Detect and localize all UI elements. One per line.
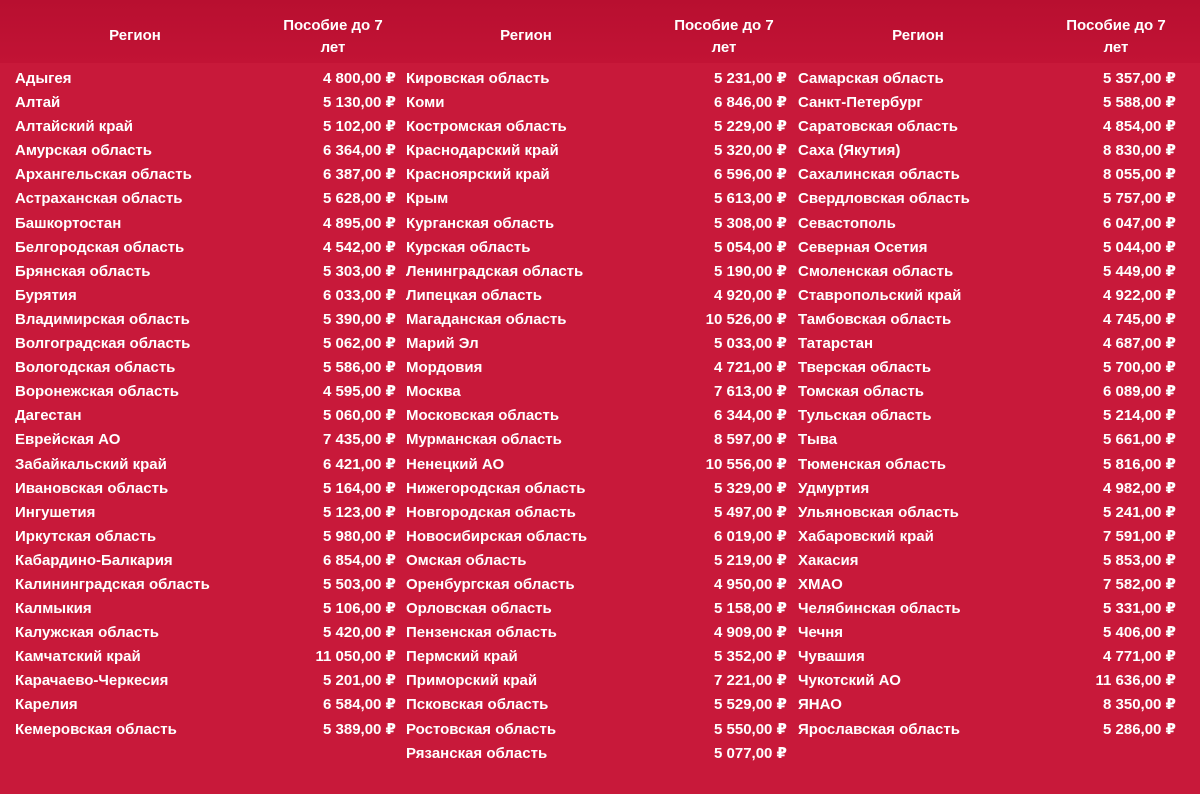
table-row	[783, 404, 1200, 428]
benefit-amount: 5 628,00 ₽	[323, 190, 396, 208]
region-name: Белгородская область	[15, 238, 185, 256]
table-column-2	[391, 0, 787, 762]
benefit-amount: 5 158,00 ₽	[714, 600, 787, 618]
benefit-amount: 5 661,00 ₽	[1103, 431, 1176, 449]
benefit-amount: 5 060,00 ₽	[323, 407, 396, 425]
benefit-amount: 5 219,00 ₽	[714, 551, 787, 569]
region-name: Псковская область	[406, 696, 549, 714]
benefit-amount: 8 597,00 ₽	[714, 431, 787, 449]
region-name: Курская область	[406, 238, 531, 256]
benefit-amount: 7 591,00 ₽	[1103, 527, 1176, 545]
table-row	[0, 645, 396, 669]
benefit-amount: 5 201,00 ₽	[323, 672, 396, 690]
table-row	[783, 212, 1200, 236]
region-name: Иркутская область	[15, 527, 157, 545]
table-row	[783, 187, 1200, 211]
region-name: Свердловская область	[798, 190, 970, 208]
benefit-amount: 5 054,00 ₽	[714, 238, 787, 256]
region-name: Еврейская АО	[15, 431, 121, 449]
region-name: Кабардино-Балкария	[15, 551, 173, 569]
header-benefit-line2: лет	[320, 39, 346, 56]
table-row	[391, 308, 787, 332]
header-benefit-label	[1047, 15, 1185, 59]
table-row	[391, 549, 787, 573]
benefit-amount: 5 420,00 ₽	[323, 624, 396, 642]
table-row	[0, 115, 396, 139]
table-row	[391, 236, 787, 260]
region-name: Карачаево-Черкесия	[15, 672, 169, 690]
table-row	[0, 67, 396, 91]
benefit-amount: 4 895,00 ₽	[323, 214, 396, 232]
benefit-amount: 6 033,00 ₽	[323, 286, 396, 304]
benefit-amount: 4 920,00 ₽	[714, 286, 787, 304]
table-row	[0, 669, 396, 693]
benefit-amount: 5 357,00 ₽	[1103, 70, 1176, 87]
region-name: Костромская область	[406, 118, 567, 136]
table-row	[783, 477, 1200, 501]
region-name: Ненецкий АО	[406, 455, 505, 473]
region-name: Московская область	[406, 407, 560, 425]
table-row	[783, 428, 1200, 452]
benefit-amount: 6 089,00 ₽	[1103, 383, 1176, 401]
benefit-amount: 5 102,00 ₽	[323, 118, 396, 136]
table-row	[0, 718, 396, 742]
header-benefit-line1: Пособие до 7	[1066, 17, 1166, 34]
table-row	[391, 332, 787, 356]
table-row	[0, 308, 396, 332]
benefit-amount: 5 231,00 ₽	[714, 70, 787, 87]
table-row	[783, 284, 1200, 308]
benefit-amount: 4 745,00 ₽	[1103, 310, 1176, 328]
benefit-amount: 5 123,00 ₽	[323, 503, 396, 521]
region-name: Бурятия	[15, 286, 77, 304]
benefit-amount: 5 588,00 ₽	[1103, 94, 1176, 112]
benefit-amount: 5 214,00 ₽	[1103, 407, 1176, 425]
benefit-amount: 6 364,00 ₽	[323, 142, 396, 160]
region-name: Томская область	[798, 383, 925, 401]
table-row	[391, 284, 787, 308]
benefit-amount: 5 980,00 ₽	[323, 527, 396, 545]
table-row	[783, 549, 1200, 573]
benefit-amount: 6 047,00 ₽	[1103, 214, 1176, 232]
region-name: Орловская область	[406, 600, 552, 618]
table-row	[0, 573, 396, 597]
region-name: Волгоградская область	[15, 335, 191, 353]
table-row	[783, 115, 1200, 139]
table-row	[391, 356, 787, 380]
table-row	[783, 356, 1200, 380]
table-row	[783, 645, 1200, 669]
region-name: Башкортостан	[15, 214, 122, 232]
benefit-amount: 7 582,00 ₽	[1103, 575, 1176, 593]
table-row	[783, 597, 1200, 621]
table-row	[0, 91, 396, 115]
region-name: Сахалинская область	[798, 166, 960, 184]
region-name: Татарстан	[798, 335, 874, 353]
table-row	[391, 453, 787, 477]
benefit-amount: 4 982,00 ₽	[1103, 479, 1176, 497]
region-name: Удмуртия	[798, 479, 870, 497]
region-name: Тыва	[798, 431, 838, 449]
region-name: Тульская область	[798, 407, 932, 425]
benefit-amount: 4 909,00 ₽	[714, 624, 787, 642]
region-name: Нижегородская область	[406, 479, 586, 497]
table-row	[0, 260, 396, 284]
benefit-amount: 8 350,00 ₽	[1103, 696, 1176, 714]
table-row	[0, 477, 396, 501]
region-name: Алтайский край	[15, 118, 133, 136]
column-header	[783, 0, 1200, 63]
table-row	[391, 380, 787, 404]
table-row	[391, 501, 787, 525]
region-name: Новосибирская область	[406, 527, 588, 545]
header-benefit-line2: лет	[711, 39, 737, 56]
region-name: Камчатский край	[15, 648, 141, 666]
benefit-amount: 5 352,00 ₽	[714, 648, 787, 666]
region-name: Липецкая область	[406, 286, 542, 304]
region-name: Алтай	[15, 94, 61, 112]
region-name: Карелия	[15, 696, 78, 714]
table-row	[391, 693, 787, 717]
benefit-amount: 8 830,00 ₽	[1103, 142, 1176, 160]
table-row	[783, 236, 1200, 260]
benefit-amount: 8 055,00 ₽	[1103, 166, 1176, 184]
column-header	[0, 0, 391, 63]
benefit-amount: 4 800,00 ₽	[323, 70, 396, 87]
table-row	[0, 236, 396, 260]
benefit-amount: 4 854,00 ₽	[1103, 118, 1176, 136]
table-row	[391, 525, 787, 549]
benefit-amount: 4 922,00 ₽	[1103, 286, 1176, 304]
benefit-amount: 6 854,00 ₽	[323, 551, 396, 569]
region-name: Кировская область	[406, 70, 550, 87]
benefit-amount: 5 853,00 ₽	[1103, 551, 1176, 569]
table-row	[0, 428, 396, 452]
table-row	[783, 91, 1200, 115]
benefit-amount: 5 033,00 ₽	[714, 335, 787, 353]
region-name: Смоленская область	[798, 262, 954, 280]
region-name: Ульяновская область	[798, 503, 959, 521]
table-row	[0, 549, 396, 573]
region-name: Омская область	[406, 551, 527, 569]
region-name: Пермский край	[406, 648, 518, 666]
header-benefit-line2: лет	[1103, 39, 1129, 56]
benefit-amount: 11 636,00 ₽	[1095, 672, 1176, 690]
table-row	[391, 404, 787, 428]
region-name: Пензенская область	[406, 624, 557, 642]
benefit-amount: 10 556,00 ₽	[705, 455, 787, 473]
benefit-amount: 5 613,00 ₽	[714, 190, 787, 208]
region-name: Калмыкия	[15, 600, 92, 618]
benefit-amount: 5 449,00 ₽	[1103, 262, 1176, 280]
benefit-amount: 7 221,00 ₽	[714, 672, 787, 690]
table-row	[0, 453, 396, 477]
benefit-amount: 5 164,00 ₽	[323, 479, 396, 497]
table-row	[391, 742, 787, 766]
region-name: Калининградская область	[15, 575, 210, 593]
benefit-amount: 10 526,00 ₽	[705, 310, 787, 328]
column-rows	[783, 67, 1200, 742]
benefit-amount: 5 503,00 ₽	[323, 575, 396, 593]
benefit-amount: 4 721,00 ₽	[714, 359, 787, 377]
benefit-amount: 5 229,00 ₽	[714, 118, 787, 136]
table-row	[0, 212, 396, 236]
region-name: ХМАО	[798, 575, 843, 593]
region-name: Мордовия	[406, 359, 483, 377]
table-row	[0, 356, 396, 380]
benefit-amount: 5 241,00 ₽	[1103, 503, 1176, 521]
table-row	[783, 669, 1200, 693]
benefit-amount: 5 106,00 ₽	[323, 600, 396, 618]
benefit-amount: 5 816,00 ₽	[1103, 455, 1176, 473]
region-name: Ингушетия	[15, 503, 96, 521]
benefit-amount: 5 550,00 ₽	[714, 720, 787, 738]
benefit-amount: 6 344,00 ₽	[714, 407, 787, 425]
benefit-amount: 4 687,00 ₽	[1103, 335, 1176, 353]
table-row	[783, 332, 1200, 356]
region-name: Владимирская область	[15, 310, 190, 328]
region-name: Брянская область	[15, 262, 151, 280]
table-row	[391, 428, 787, 452]
table-row	[0, 597, 396, 621]
table-row	[783, 693, 1200, 717]
region-name: Саратовская область	[798, 118, 958, 136]
benefit-amount: 6 584,00 ₽	[323, 696, 396, 714]
table-row	[783, 718, 1200, 742]
header-benefit-label	[264, 15, 402, 59]
region-name: Мурманская область	[406, 431, 562, 449]
table-row	[0, 501, 396, 525]
region-name: Магаданская область	[406, 310, 567, 328]
region-name: Саха (Якутия)	[798, 142, 901, 160]
region-name: Чечня	[798, 624, 844, 642]
table-row	[391, 477, 787, 501]
table-row	[783, 380, 1200, 404]
table-row	[0, 139, 396, 163]
region-name: Курганская область	[406, 214, 555, 232]
column-rows	[0, 67, 396, 742]
benefit-amount: 5 130,00 ₽	[323, 94, 396, 112]
table-row	[0, 380, 396, 404]
region-name: Ленинградская область	[406, 262, 584, 280]
benefit-amount: 5 331,00 ₽	[1103, 600, 1176, 618]
benefit-amount: 4 542,00 ₽	[323, 238, 396, 256]
table-row	[391, 669, 787, 693]
region-name: Воронежская область	[15, 383, 179, 401]
column-rows	[391, 67, 787, 766]
region-name: Адыгея	[15, 70, 72, 87]
table-row	[391, 139, 787, 163]
region-name: Ростовская область	[406, 720, 557, 738]
benefit-amount: 5 390,00 ₽	[323, 310, 396, 328]
region-name: Чувашия	[798, 648, 865, 666]
benefit-amount: 7 613,00 ₽	[714, 383, 787, 401]
benefit-amount: 5 757,00 ₽	[1103, 190, 1176, 208]
region-name: Забайкальский край	[15, 455, 167, 473]
benefit-amount: 4 771,00 ₽	[1103, 648, 1176, 666]
region-name: Оренбургская область	[406, 575, 575, 593]
table-row	[0, 693, 396, 717]
region-name: Марий Эл	[406, 335, 479, 353]
table-row	[391, 212, 787, 236]
table-row	[0, 163, 396, 187]
region-name: Санкт-Петербург	[798, 94, 923, 112]
benefit-amount: 4 595,00 ₽	[323, 383, 396, 401]
table-row	[391, 260, 787, 284]
table-column-1	[0, 0, 396, 738]
header-region-label: Регион	[500, 27, 552, 44]
table-row	[783, 67, 1200, 91]
table-row	[783, 163, 1200, 187]
region-name: Тамбовская область	[798, 310, 952, 328]
table-row	[783, 621, 1200, 645]
region-name: Калужская область	[15, 624, 159, 642]
table-row	[391, 718, 787, 742]
table-row	[391, 597, 787, 621]
benefit-amount: 5 586,00 ₽	[323, 359, 396, 377]
region-name: Самарская область	[798, 70, 944, 87]
benefit-amount: 5 077,00 ₽	[714, 744, 787, 762]
table-row	[391, 621, 787, 645]
region-name: Кемеровская область	[15, 720, 177, 738]
region-name: Приморский край	[406, 672, 538, 690]
benefit-amount: 5 529,00 ₽	[714, 696, 787, 714]
region-name: Тюменская область	[798, 455, 947, 473]
region-name: Хабаровский край	[798, 527, 934, 545]
table-row	[783, 308, 1200, 332]
benefit-amount: 6 019,00 ₽	[714, 527, 787, 545]
table-row	[391, 91, 787, 115]
table-row	[783, 501, 1200, 525]
region-name: Москва	[406, 383, 461, 401]
column-header	[391, 0, 782, 63]
header-region-label: Регион	[109, 27, 161, 44]
table-row	[0, 187, 396, 211]
region-name: Краснодарский край	[406, 142, 559, 160]
benefit-amount: 5 700,00 ₽	[1103, 359, 1176, 377]
header-region-label: Регион	[892, 27, 944, 44]
table-row	[0, 525, 396, 549]
table-row	[391, 573, 787, 597]
benefit-amount: 5 329,00 ₽	[714, 479, 787, 497]
benefit-amount: 5 406,00 ₽	[1103, 624, 1176, 642]
benefit-amount: 6 596,00 ₽	[714, 166, 787, 184]
benefit-amount: 5 389,00 ₽	[323, 720, 396, 738]
region-name: Дагестан	[15, 407, 82, 425]
table-row	[0, 621, 396, 645]
header-benefit-line1: Пособие до 7	[283, 17, 383, 34]
table-row	[391, 187, 787, 211]
benefit-amount: 5 190,00 ₽	[714, 262, 787, 280]
table-column-3	[783, 0, 1200, 738]
benefit-amount: 7 435,00 ₽	[323, 431, 396, 449]
region-name: Амурская область	[15, 142, 152, 160]
benefit-amount: 5 320,00 ₽	[714, 142, 787, 160]
benefit-amount: 5 062,00 ₽	[323, 335, 396, 353]
table-row	[783, 573, 1200, 597]
table-row	[391, 115, 787, 139]
region-name: Хакасия	[798, 551, 859, 569]
table-row	[391, 163, 787, 187]
table-row	[391, 67, 787, 91]
region-name: Рязанская область	[406, 744, 548, 762]
table-row	[0, 332, 396, 356]
table-row	[391, 645, 787, 669]
region-name: Ивановская область	[15, 479, 169, 497]
benefit-amount: 6 387,00 ₽	[323, 166, 396, 184]
region-name: Севастополь	[798, 214, 896, 232]
region-name: Челябинская область	[798, 600, 961, 618]
region-name: Северная Осетия	[798, 238, 928, 256]
benefit-amount: 5 497,00 ₽	[714, 503, 787, 521]
benefit-amount: 4 950,00 ₽	[714, 575, 787, 593]
region-name: Чукотский АО	[798, 672, 901, 690]
header-benefit-line1: Пособие до 7	[674, 17, 774, 34]
table-row	[0, 284, 396, 308]
table-row	[783, 139, 1200, 163]
header-benefit-label	[655, 15, 793, 59]
benefit-amount: 5 286,00 ₽	[1103, 720, 1176, 738]
region-name: Вологодская область	[15, 359, 176, 377]
benefit-amount: 5 044,00 ₽	[1103, 238, 1176, 256]
benefit-amount: 11 050,00 ₽	[315, 648, 396, 666]
table-row	[783, 453, 1200, 477]
table-row	[783, 260, 1200, 284]
benefit-amount: 6 846,00 ₽	[714, 94, 787, 112]
region-name: Архангельская область	[15, 166, 192, 184]
region-name: Ставропольский край	[798, 286, 962, 304]
table-row	[0, 404, 396, 428]
region-name: ЯНАО	[798, 696, 842, 714]
benefit-amount: 6 421,00 ₽	[323, 455, 396, 473]
table-row	[783, 525, 1200, 549]
region-name: Коми	[406, 94, 445, 112]
region-name: Красноярский край	[406, 166, 550, 184]
region-name: Крым	[406, 190, 449, 208]
region-name: Ярославская область	[798, 720, 960, 738]
region-name: Тверская область	[798, 359, 932, 377]
benefit-amount: 5 303,00 ₽	[323, 262, 396, 280]
region-name: Астраханская область	[15, 190, 183, 208]
benefit-amount: 5 308,00 ₽	[714, 214, 787, 232]
region-name: Новгородская область	[406, 503, 576, 521]
